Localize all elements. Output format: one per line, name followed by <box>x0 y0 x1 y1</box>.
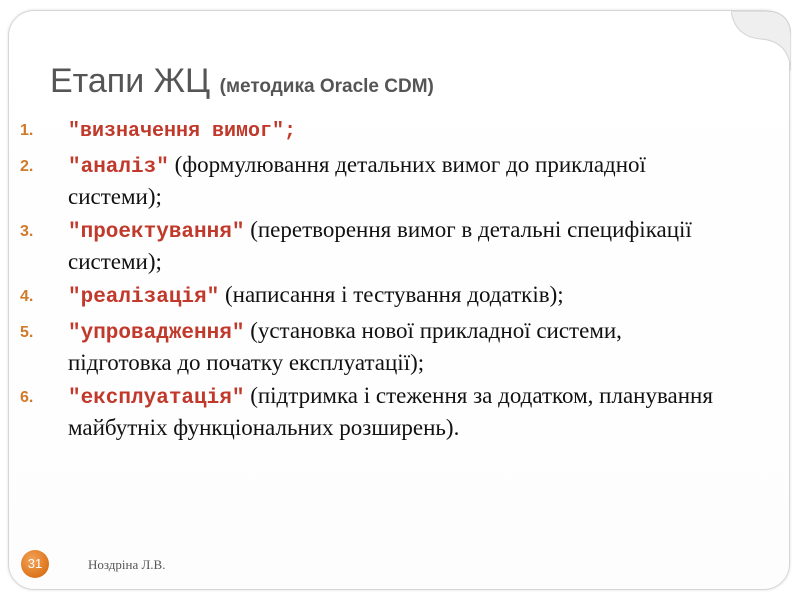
page-number-badge: 31 <box>21 550 49 578</box>
list-item <box>20 280 720 312</box>
list-item <box>20 316 720 377</box>
item-term: "упровадження" <box>68 322 245 345</box>
item-number: 2. <box>20 158 34 175</box>
item-number: 4. <box>20 288 34 305</box>
item-term: "аналіз" <box>68 156 169 179</box>
item-description: (написання і тестування додатків); <box>219 282 564 307</box>
list-item <box>20 381 720 442</box>
item-description: (формулювання детальних вимог до прикладної системи); <box>68 152 646 209</box>
item-description: (підтримка і стеження за додатком, планування майбутніх функціональних розширень). <box>68 383 713 440</box>
item-number: 5. <box>20 324 34 341</box>
item-description: (перетворення вимог в детальні специфікації системи); <box>68 217 692 274</box>
item-term: "експлуатація" <box>68 387 245 410</box>
item-term: "реалізація" <box>68 286 220 309</box>
stages-list <box>20 114 720 446</box>
item-number: 6. <box>20 389 34 406</box>
author-footer: Ноздріна Л.В. <box>88 557 166 572</box>
list-item <box>20 215 720 276</box>
slide-title <box>50 62 434 101</box>
page-fold-corner <box>731 11 791 71</box>
item-description: (установка нової прикладної системи, підготовка до початку експлуатації); <box>68 318 622 375</box>
title-subtitle: (методика Oracle CDM) <box>219 76 434 97</box>
list-item <box>20 150 720 211</box>
item-number: 1. <box>20 122 34 139</box>
list-item <box>20 114 720 146</box>
item-number: 3. <box>20 223 34 240</box>
item-term: "визначення вимог"; <box>68 120 297 143</box>
title-main: Етапи ЖЦ <box>50 62 211 100</box>
item-term: "проектування" <box>68 221 245 244</box>
